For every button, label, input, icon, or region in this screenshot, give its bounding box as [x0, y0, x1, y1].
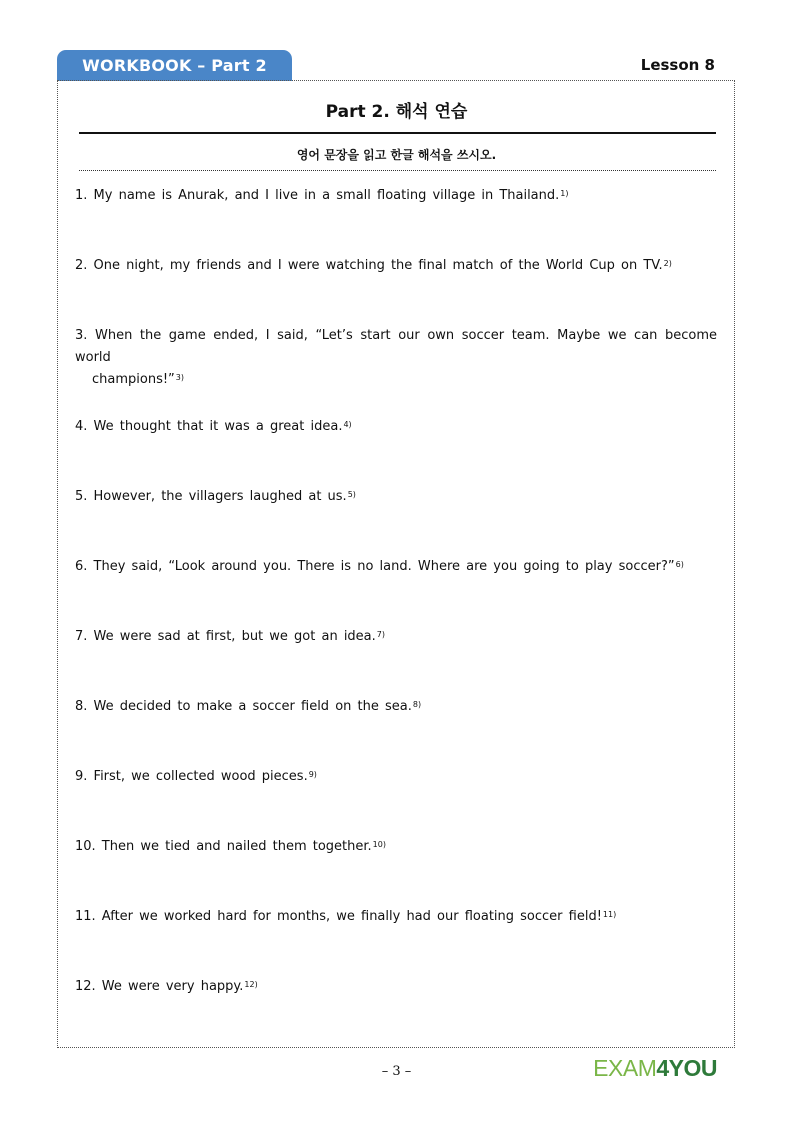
lesson-label: Lesson 8	[640, 56, 715, 74]
title-divider	[79, 132, 716, 134]
section-title: Part 2. 해석 연습	[325, 102, 468, 122]
question-6	[75, 556, 717, 578]
question-text: 9. First, we collected wood pieces.	[75, 769, 308, 784]
question-1	[75, 185, 717, 207]
question-text: 4. We thought that it was a great idea.	[75, 419, 343, 434]
footnote-marker: 2)	[663, 259, 672, 268]
workbook-tab: WORKBOOK – Part 2	[57, 50, 292, 81]
question-9	[75, 766, 717, 788]
footnote-marker: 4)	[343, 420, 352, 429]
question-8	[75, 696, 717, 718]
footnote-marker: 3)	[175, 373, 185, 382]
footnote-marker: 12)	[244, 980, 258, 989]
instruction-text: 영어 문장을 읽고 한글 해석을 쓰시오.	[296, 148, 497, 162]
question-text: 1. My name is Anurak, and I live in a small floating village in Thailand.	[75, 188, 560, 203]
question-text: 5. However, the villagers laughed at us.	[75, 489, 347, 504]
footnote-marker: 5)	[347, 490, 356, 499]
footnote-marker: 11)	[602, 910, 617, 919]
question-4	[75, 416, 717, 438]
question-text: 8. We decided to make a soccer field on the sea.	[75, 699, 412, 714]
question-12	[75, 976, 717, 998]
footnote-marker: 9)	[308, 770, 317, 779]
question-7	[75, 626, 717, 648]
question-text: 6. They said, “Look around you. There is no land. Where are you going to play soccer?”	[75, 559, 675, 574]
question-text: 2. One night, my friends and I were watching the final match of the World Cup on TV.	[75, 258, 663, 273]
question-text: 7. We were sad at first, but we got an idea.	[75, 629, 376, 644]
logo-text-4you: 4YOU	[656, 1055, 717, 1081]
footnote-marker: 8)	[412, 700, 422, 709]
footnote-marker: 1)	[560, 189, 569, 198]
page-number: – 3 –	[381, 1064, 412, 1079]
question-3	[75, 325, 717, 391]
question-2	[75, 255, 717, 277]
footnote-marker: 7)	[376, 630, 386, 639]
question-5	[75, 486, 717, 508]
logo-text-exam: EXAM	[593, 1055, 657, 1081]
question-11	[75, 906, 717, 928]
question-text: 10. Then we tied and nailed them together.	[75, 839, 372, 854]
instruction-divider	[79, 170, 716, 171]
question-text: 3. When the game ended, I said, “Let’s start our own soccer team. Maybe we can become world	[75, 328, 717, 365]
footnote-marker: 6)	[675, 560, 684, 569]
question-text-continued	[75, 369, 717, 391]
footnote-marker: 10)	[372, 840, 386, 849]
exam4you-logo	[593, 1054, 717, 1082]
question-10	[75, 836, 717, 858]
question-text-cont: champions!”	[92, 372, 175, 387]
question-text: 11. After we worked hard for months, we finally had our floating soccer field!	[75, 909, 602, 924]
question-text: 12. We were very happy.	[75, 979, 244, 994]
